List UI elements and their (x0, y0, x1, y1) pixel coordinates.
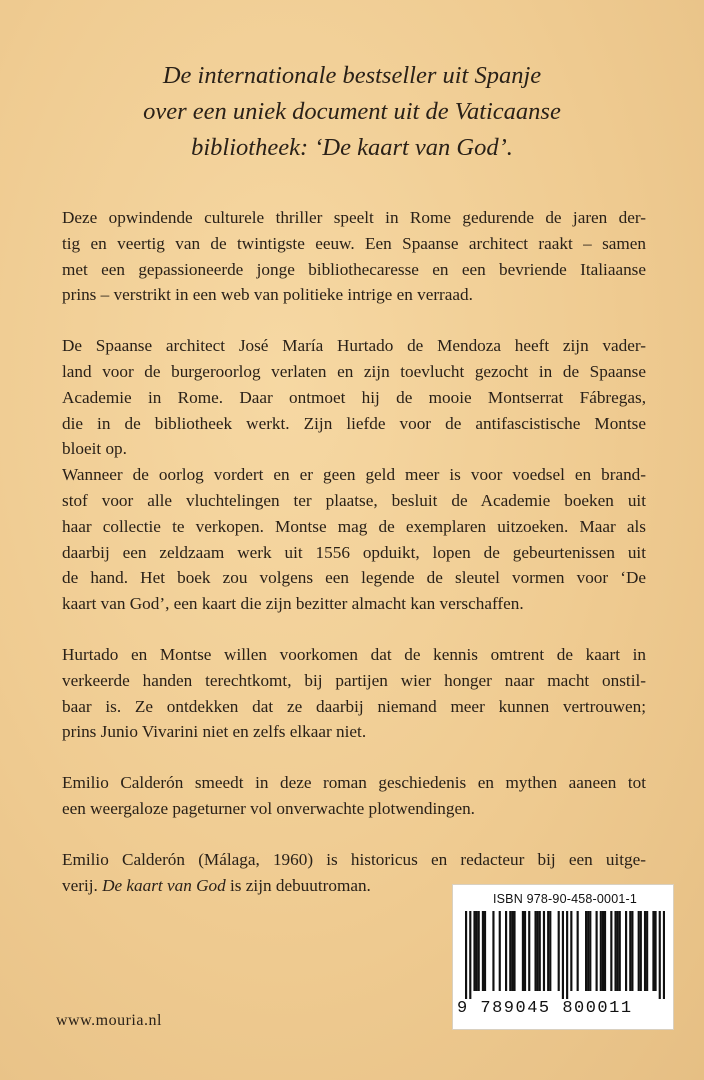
publisher-url: www.mouria.nl (56, 1012, 162, 1029)
barcode-bar (505, 911, 507, 991)
paragraph-war (62, 462, 646, 617)
text-line: bloeit op. (62, 439, 127, 459)
barcode-bar (629, 911, 631, 991)
barcode-bar (492, 911, 494, 991)
barcode-bar (511, 911, 513, 991)
barcode-bar (659, 911, 661, 999)
text-line: stof voor alle vluchtelingen ter plaatse, besluit de Academie boeken uit (62, 490, 646, 510)
paragraph-trust (62, 642, 646, 745)
text-line: verkeerde handen terechtkomt, bij partijen wier honger naar macht onstil- (62, 670, 646, 690)
text-line: de hand. Het boek zou volgens een legende de sleutel vormen voor ‘De (62, 568, 646, 588)
barcode-bar (614, 911, 616, 991)
barcode-bar (469, 911, 471, 999)
barcode-bar (465, 911, 467, 999)
barcode-bar (566, 911, 568, 999)
tagline-line: De internationale bestseller uit Spanje (162, 62, 542, 89)
text-line: Deze opwindende culturele thriller speelt in Rome gedurende de jaren der- (62, 208, 646, 227)
text-line: met een gepassioneerde jonge bibliothecaresse en een bevriende Italiaanse (62, 259, 646, 279)
barcode-bar (482, 911, 484, 991)
barcode-bar (524, 911, 526, 991)
barcode-bar (585, 911, 587, 991)
barcode-bar (577, 911, 579, 991)
barcode-bar (543, 911, 545, 991)
text-line: Hurtado en Montse willen voorkomen dat de kennis omtrent de kaart in (62, 644, 646, 664)
barcode-bar (654, 911, 656, 991)
barcode-bar (663, 911, 665, 999)
barcode-bar (558, 911, 560, 991)
barcode-bar (619, 911, 621, 991)
barcode-bar (478, 911, 480, 991)
blurb (62, 205, 646, 898)
barcode-bar (644, 911, 646, 991)
text-line: prins Junio Vivarini niet en zelfs elkaar niet. (62, 722, 367, 742)
text-line: De Spaanse architect José María Hurtado de Mendoza heeft zijn vader- (62, 336, 646, 356)
barcode-bar (587, 911, 589, 991)
barcode-bar (528, 911, 530, 991)
barcode-bar (537, 911, 539, 991)
text-line: land voor de burgeroorlog verlaten en zijn toevlucht gezocht in de Spaanse (62, 361, 646, 381)
barcode-bar (509, 911, 511, 991)
tagline (110, 58, 594, 166)
barcode-bar (638, 911, 640, 991)
barcode-bar (473, 911, 475, 991)
isbn-number: ISBN 978-90-458-0001-1 (492, 892, 638, 906)
barcode-bar (596, 911, 598, 991)
barcode-bar (570, 911, 572, 991)
barcode-bar (604, 911, 606, 991)
ean-digits: 9 789045 800011 (457, 999, 633, 1018)
barcode-bar (589, 911, 591, 991)
barcode-bar (646, 911, 648, 991)
barcode-bar (610, 911, 612, 991)
text-line: Emilio Calderón (Málaga, 1960) is historicus en redacteur bij een uitge- (62, 849, 646, 869)
paragraph-review (62, 770, 646, 822)
barcode-bar (484, 911, 486, 991)
barcode-bar (534, 911, 536, 991)
barcode-bar (476, 911, 478, 991)
barcode-bar (640, 911, 642, 991)
barcode-bar (600, 911, 602, 991)
text-line: haar collectie te verkopen. Montse mag de exemplaren uitzoeken. Maar als (62, 516, 646, 536)
text-line: daarbij een zeldzaam werk uit 1556 opduikt, lopen de gebeurtenissen uit (62, 542, 646, 562)
barcode-bar (617, 911, 619, 991)
text-line: een weergaloze pageturner vol onverwachte plotwendingen. (62, 798, 475, 818)
barcode-bar (549, 911, 551, 991)
text-fragment: is zijn debuutroman. (225, 875, 371, 895)
text-line: kaart van God’, een kaart die zijn bezitter almacht kan verschaffen. (62, 594, 524, 614)
text-line: Emilio Calderón smeedt in deze roman geschiedenis en mythen aaneen tot (62, 773, 646, 793)
tagline-line: bibliotheek: ‘De kaart van God’. (191, 134, 513, 161)
barcode-bar (539, 911, 541, 991)
barcode-label (452, 884, 674, 1030)
barcode-bar (513, 911, 515, 991)
barcode-bar (562, 911, 564, 999)
text-line: die in de bibliotheek werkt. Zijn liefde voor de antifascistische Montse (62, 413, 646, 433)
barcode-bar (625, 911, 627, 991)
barcode-bar (631, 911, 633, 991)
text-line: tig en veertig van de twintigste eeuw. Een Spaanse architect raakt – samen (62, 233, 646, 253)
text-line: Academie in Rome. Daar ontmoet hij de mooie Montserrat Fábregas, (62, 387, 646, 407)
text-line: baar is. Ze ontdekken dat ze daarbij niemand meer kunnen vertrouwen; (62, 696, 646, 716)
barcode-bar (652, 911, 654, 991)
barcode-bar (547, 911, 549, 991)
text-fragment: verij. (62, 875, 103, 895)
paragraph-intro (62, 205, 646, 308)
tagline-line: over een uniek document uit de Vaticaanse (143, 98, 561, 125)
text-line: Wanneer de oorlog vordert en er geen geld meer is voor voedsel en brand- (62, 465, 646, 485)
paragraph-architect (62, 333, 646, 462)
book-title-italic: De kaart van God (102, 875, 226, 895)
barcode-bar (602, 911, 604, 991)
barcode-bar (522, 911, 524, 991)
text-line: prins – verstrikt in een web van politieke intrige en verraad. (62, 285, 473, 305)
barcode-bars (465, 911, 665, 999)
barcode-bar (499, 911, 501, 991)
